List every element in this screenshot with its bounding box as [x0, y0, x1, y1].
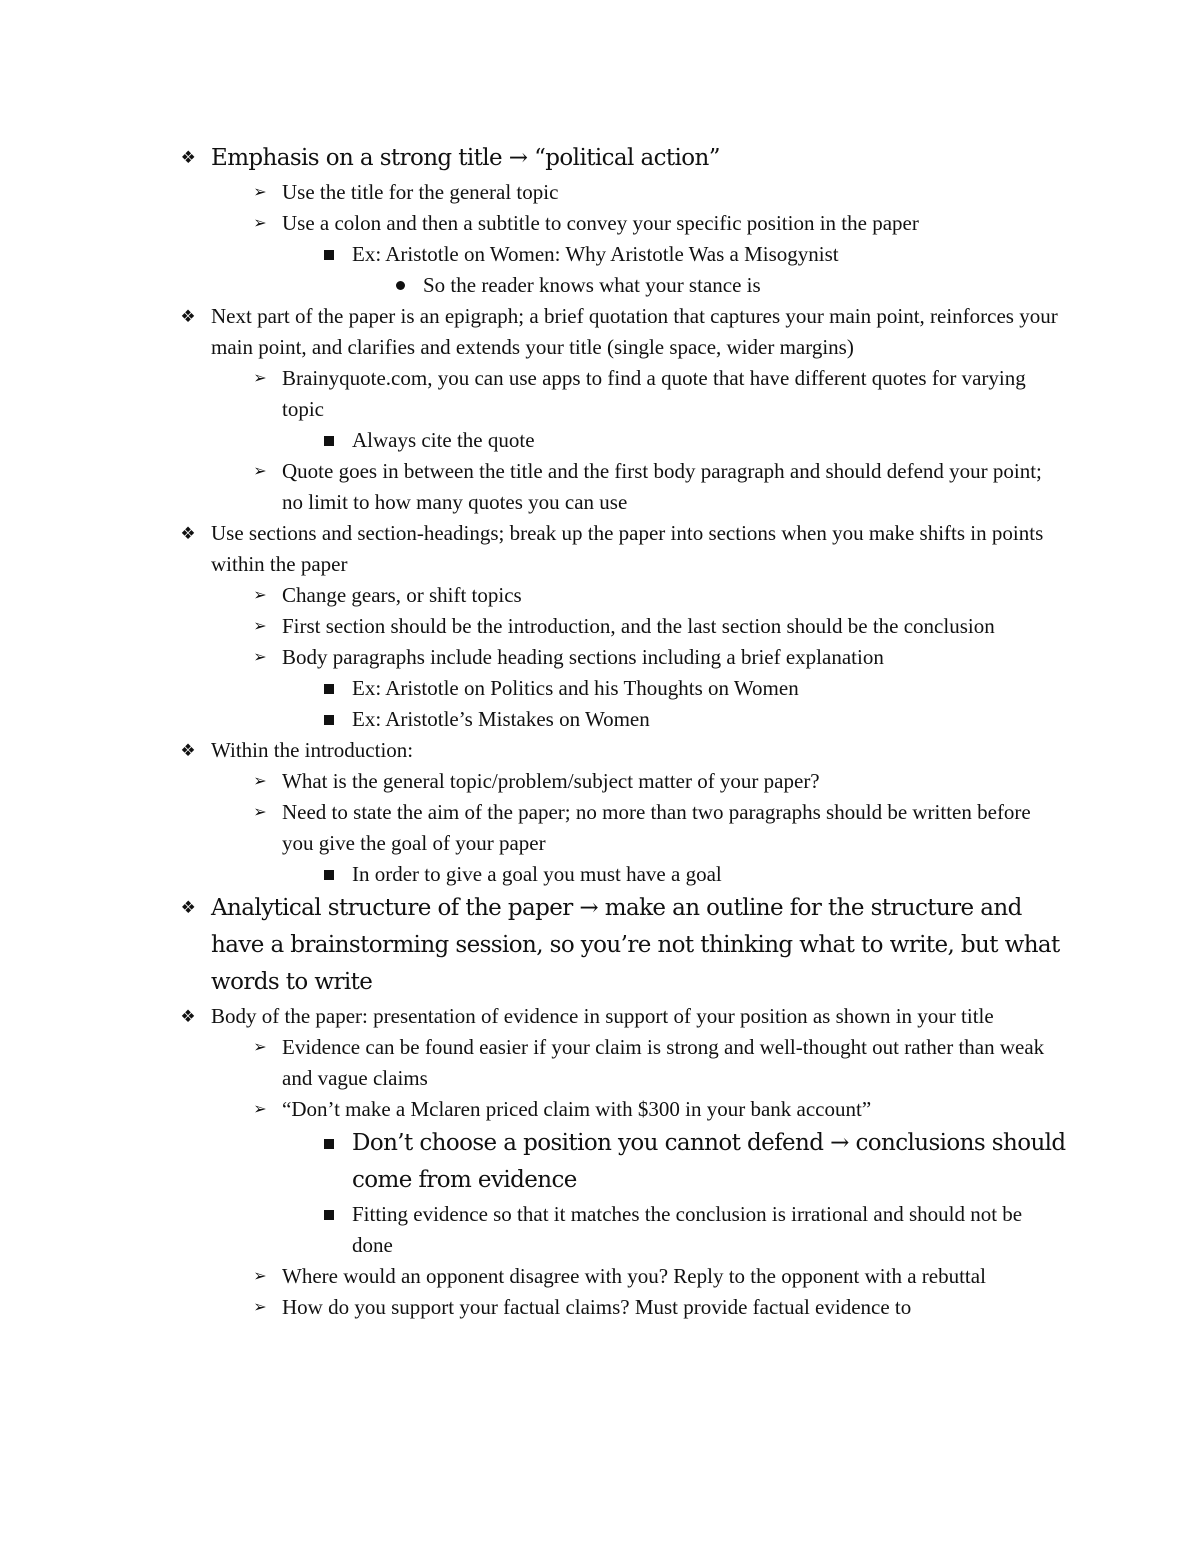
- note-item-level-1: [176, 301, 1066, 363]
- note-text: Where would an opponent disagree with you? Reply to the opponent with a rebuttal: [282, 1264, 986, 1288]
- note-text: Don’t choose a position you cannot defend → conclusions should come from evidence: [352, 1130, 1066, 1193]
- note-text: Quote goes in between the title and the first body paragraph and should defend your point; no limit to how many quotes you can use: [282, 459, 1042, 514]
- note-text: Use sections and section-headings; break up the paper into sections when you make shifts in points within the paper: [211, 521, 1044, 576]
- dot-bullet-icon: [388, 270, 412, 301]
- square-bullet-icon: [317, 673, 341, 704]
- note-text: Ex: Aristotle on Politics and his Thoughts on Women: [352, 676, 799, 700]
- note-text: Always cite the quote: [352, 428, 535, 452]
- bulleted-notes-list: [176, 140, 1066, 1323]
- note-item-level-3: [176, 1125, 1066, 1199]
- arrowhead-bullet-icon: ➢: [253, 1039, 267, 1056]
- diamond-bullet-icon: ❖: [180, 524, 196, 543]
- arrowhead-bullet-icon: ➢: [253, 649, 267, 666]
- note-item-level-2: [176, 1261, 1066, 1292]
- note-item-level-4: [176, 270, 1066, 301]
- note-text: “Don’t make a Mclaren priced claim with $300 in your bank account”: [282, 1097, 872, 1121]
- diamond-bullet-icon: ❖: [180, 741, 196, 760]
- diamond-bullet-icon: ❖: [180, 148, 196, 168]
- diamond-bullet-icon: ❖: [180, 898, 196, 918]
- arrowhead-bullet-icon: ➢: [253, 184, 267, 201]
- note-item-level-2: [176, 611, 1066, 642]
- note-item-level-1: [176, 140, 1066, 177]
- note-item-level-3: [176, 673, 1066, 704]
- square-bullet-icon: [317, 859, 341, 890]
- note-item-level-2: [176, 642, 1066, 673]
- note-item-level-2: [176, 580, 1066, 611]
- note-item-level-1: [176, 735, 1066, 766]
- note-text: Brainyquote.com, you can use apps to find a quote that have different quotes for varying topic: [282, 366, 1026, 421]
- square-bullet-icon: [317, 239, 341, 270]
- note-text: Analytical structure of the paper → make an outline for the structure and have a brainstorming session, so you’re not thinking what to write, but what words to write: [211, 895, 1060, 995]
- note-text: So the reader knows what your stance is: [423, 273, 761, 297]
- note-text: Fitting evidence so that it matches the conclusion is irrational and should not be done: [352, 1202, 1023, 1257]
- note-item-level-1: [176, 518, 1066, 580]
- arrowhead-bullet-icon: ➢: [253, 1101, 267, 1118]
- arrowhead-bullet-icon: ➢: [253, 215, 267, 232]
- note-text: Body of the paper: presentation of evidence in support of your position as shown in your title: [211, 1004, 994, 1028]
- note-item-level-2: [176, 1094, 1066, 1125]
- note-text: What is the general topic/problem/subject matter of your paper?: [282, 769, 820, 793]
- note-item-level-3: [176, 425, 1066, 456]
- note-item-level-3: [176, 704, 1066, 735]
- note-item-level-1: [176, 1001, 1066, 1032]
- note-text: Emphasis on a strong title → “political action”: [211, 145, 720, 171]
- note-text: Change gears, or shift topics: [282, 583, 522, 607]
- arrowhead-bullet-icon: ➢: [253, 618, 267, 635]
- arrowhead-bullet-icon: ➢: [253, 587, 267, 604]
- note-text: In order to give a goal you must have a goal: [352, 862, 722, 886]
- note-text: Ex: Aristotle on Women: Why Aristotle Was a Misogynist: [352, 242, 839, 266]
- note-text: Ex: Aristotle’s Mistakes on Women: [352, 707, 650, 731]
- note-item-level-3: [176, 859, 1066, 890]
- note-text: First section should be the introduction, and the last section should be the conclusion: [282, 614, 995, 638]
- arrowhead-bullet-icon: ➢: [253, 773, 267, 790]
- note-text: Next part of the paper is an epigraph; a brief quotation that captures your main point, reinforces your main point, and clarifies and extends your title (single space, wider margins): [211, 304, 1058, 359]
- arrowhead-bullet-icon: ➢: [253, 370, 267, 387]
- note-text: Within the introduction:: [211, 738, 414, 762]
- note-item-level-2: [176, 363, 1066, 425]
- note-item-level-3: [176, 239, 1066, 270]
- arrowhead-bullet-icon: ➢: [253, 1268, 267, 1285]
- note-item-level-3: [176, 1199, 1066, 1261]
- note-text: Need to state the aim of the paper; no more than two paragraphs should be written before you give the goal of your paper: [282, 800, 1031, 855]
- note-item-level-2: [176, 797, 1066, 859]
- square-bullet-icon: [317, 704, 341, 735]
- note-item-level-2: [176, 456, 1066, 518]
- note-item-level-2: [176, 208, 1066, 239]
- note-text: Use a colon and then a subtitle to convey your specific position in the paper: [282, 211, 919, 235]
- diamond-bullet-icon: ❖: [180, 307, 196, 326]
- note-text: Body paragraphs include heading sections including a brief explanation: [282, 645, 884, 669]
- note-text: How do you support your factual claims? Must provide factual evidence to: [282, 1295, 912, 1319]
- note-item-level-1: [176, 890, 1066, 1001]
- note-item-level-2: [176, 1292, 1066, 1323]
- square-bullet-icon: [317, 1125, 341, 1162]
- note-text: Use the title for the general topic: [282, 180, 559, 204]
- note-text: Evidence can be found easier if your claim is strong and well-thought out rather than weak and vague claims: [282, 1035, 1045, 1090]
- square-bullet-icon: [317, 1199, 341, 1230]
- square-bullet-icon: [317, 425, 341, 456]
- arrowhead-bullet-icon: ➢: [253, 1299, 267, 1316]
- note-item-level-2: [176, 1032, 1066, 1094]
- note-item-level-2: [176, 177, 1066, 208]
- arrowhead-bullet-icon: ➢: [253, 804, 267, 821]
- diamond-bullet-icon: ❖: [180, 1007, 196, 1026]
- note-item-level-2: [176, 766, 1066, 797]
- arrowhead-bullet-icon: ➢: [253, 463, 267, 480]
